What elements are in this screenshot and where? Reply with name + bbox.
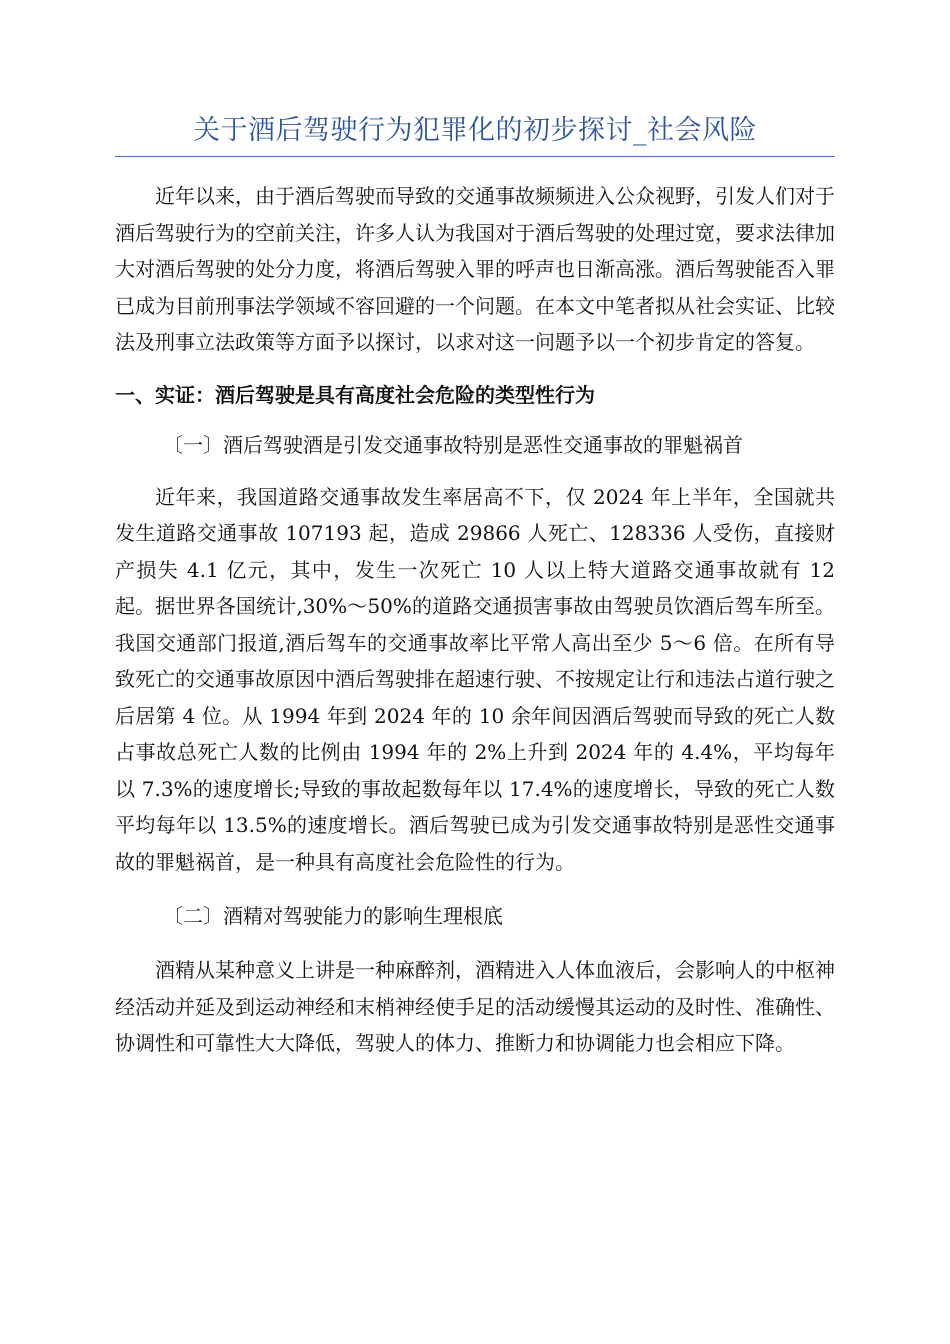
title-block	[115, 108, 835, 157]
document-title: 关于酒后驾驶行为犯罪化的初步探讨_社会风险	[115, 108, 835, 157]
subsection-heading-1: 〔一〕酒后驾驶酒是引发交通事故特别是恶性交通事故的罪魁祸首	[163, 432, 743, 457]
subsection-paragraph-1: 近年来，我国道路交通事故发生率居高不下，仅 2024 年上半年，全国就共发生道路交通事故 107193 起，造成 29866 人死亡、128336 人受伤，直接财产损失 4.1 亿元，其中，发生一次死亡 10 人以上特大道路交通事故就有 12 起。据世界各国统计,30%～50%的道路交通损害事故由驾驶员饮酒后驾车所至。我国交通部门报道,酒后驾车的交通事故率比平常人高出至少 5～6 倍。在所有导致死亡的交通事故原因中酒后驾驶排在超速行驶、不按规定让行和违法占道行驶之后居第 4 位。从 1994 年到 2024 年的 10 余年间因酒后驾驶而导致的死亡人数占事故总死亡人数的比例由 1994 年的 2%上升到 2024 年的 4.4%，平均每年以 7.3%的速度增长;导致的事故起数每年以 17.4%的速度增长，导致的死亡人数平均每年以 13.5%的速度增长。酒后驾驶已成为引发交通事故特别是恶性交通事故的罪魁祸首，是一种具有高度社会危险性的行为。	[115, 484, 835, 874]
subsection-paragraph-2: 酒精从某种意义上讲是一种麻醉剂，酒精进入人体血液后，会影响人的中枢神经活动并延及到运动神经和末梢神经使手足的活动缓慢其运动的及时性、准确性、协调性和可靠性大大降低，驾驶人的体力、推断力和协调能力也会相应下降。	[115, 958, 835, 1055]
subsection-heading-2: 〔二〕酒精对驾驶能力的影响生理根底	[163, 904, 503, 928]
document-body	[115, 178, 835, 1062]
intro-paragraph: 近年以来，由于酒后驾驶而导致的交通事故频频进入公众视野，引发人们对于酒后驾驶行为的空前关注，许多人认为我国对于酒后驾驶的处理过宽，要求法律加大对酒后驾驶的处分力度，将酒后驾驶入罪的呼声也日渐高涨。酒后驾驶能否入罪已成为目前刑事法学领域不容回避的一个问题。在本文中笔者拟从社会实证、比较法及刑事立法政策等方面予以探讨，以求对这一问题予以一个初步肯定的答复。	[115, 184, 835, 354]
section-heading-1: 一、实证：酒后驾驶是具有高度社会危险的类型性行为	[115, 382, 595, 407]
